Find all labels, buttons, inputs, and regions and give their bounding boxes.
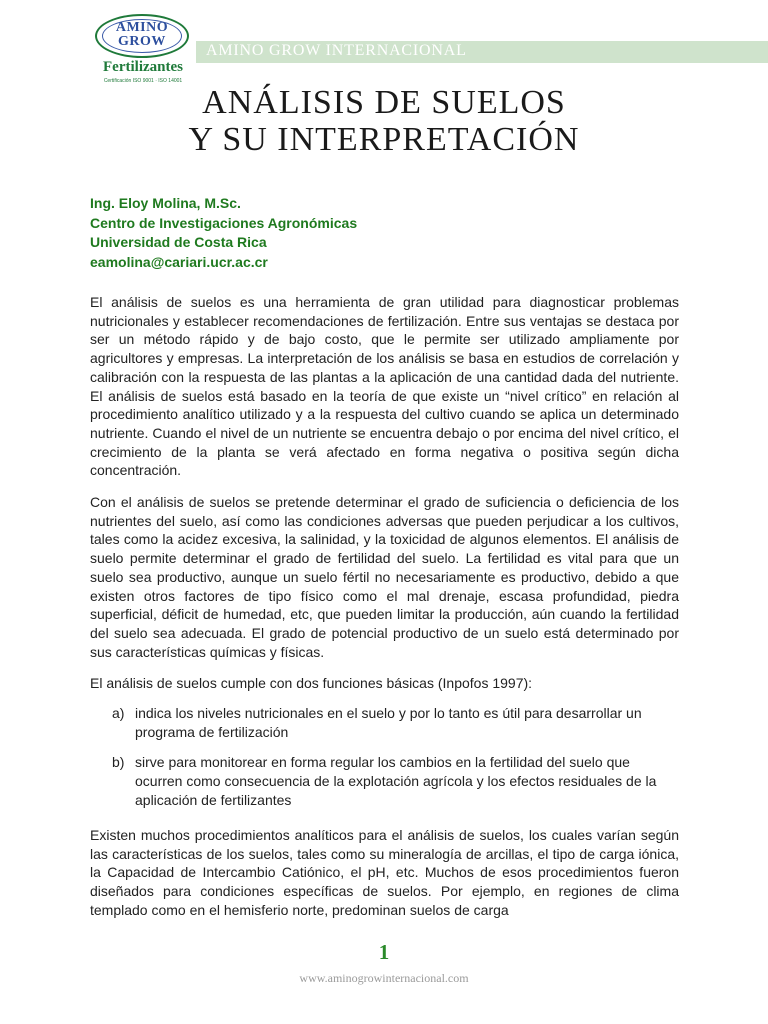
author-email[interactable]: eamolina@cariari.ucr.ac.cr [90, 253, 268, 270]
brand-name: AMINO GROW INTERNACIONAL [206, 42, 467, 59]
list-marker: b) [112, 754, 125, 771]
brand-banner [196, 41, 768, 63]
document-title [0, 84, 768, 158]
title-line-1: ANÁLISIS DE SUELOS [202, 84, 566, 121]
list-item-text: indica los niveles nutricionales en el suelo y por lo tanto es útil para desarrollar un programa de fertilización [135, 705, 642, 740]
author-center: Centro de Investigaciones Agronómicas [90, 214, 358, 231]
list-item [90, 753, 679, 809]
author-name: Ing. Eloy Molina, M.Sc. [90, 195, 241, 211]
logo-certification: Certificación ISO 9001 · ISO 14001 [103, 78, 183, 84]
author-university: Universidad de Costa Rica [90, 234, 267, 250]
paragraph-procedures: Existen muchos procedimientos analíticos para el análisis de suelos, los cuales varían según las características de los suelos, tales como su mineralogía de arcillas, el tipo de carga iónica, la Capacidad de Intercambio Catiónico, el pH, etc. Muchos de esos procedimientos fueron diseñados para condiciones específicas de suelos. Por ejemplo, en regiones de clima templado como en el hemisferio norte, predominan suelos de carga [90, 827, 679, 918]
paragraph-purpose: Con el análisis de suelos se pretende determinar el grado de suficiencia o deficiencia de los nutrientes del suelo, así como las condiciones adversas que pueden perjudicar a los cultivos, tales como la acidez excesiva, la salinidad, y la toxicidad de algunos elementos. El análisis de suelo permite determinar el grado de fertilidad del suelo. La fertilidad es vital para que un suelo sea productivo, aunque un suelo fértil no necesariamente es productivo, debido a que existen otros factores de tipo físico como el mal drenaje, escasa profundidad, piedra superficial, déficit de humedad, etc, que pueden limitar la producción, aún cuando la fertilidad del suelo sea adecuada. El grado de potencial productivo de un suelo está determinado por sus características químicas y físicas. [90, 494, 679, 660]
paragraph-functions: El análisis de suelos cumple con dos funciones básicas (Inpofos 1997): [90, 675, 533, 691]
page-number: 1 [378, 940, 390, 964]
author-block [90, 194, 690, 272]
footer-url[interactable]: www.aminogrowinternacional.com [299, 971, 469, 985]
logo-word-grow: GROW [118, 34, 166, 49]
list-item-text: sirve para monitorear en forma regular los cambios en la fertilidad del suelo que ocurren como consecuencia de la explotación agrícola y los efectos residuales de la aplicación de fertilizantes [135, 754, 657, 808]
title-line-2: Y SU INTERPRETACIÓN [188, 121, 580, 158]
company-logo [95, 14, 191, 94]
list-marker: a) [112, 705, 125, 721]
paragraph-intro: El análisis de suelos es una herramienta de gran utilidad para diagnosticar problemas nutricionales y establecer recomendaciones de fertilización. Entre sus ventajas se destaca por ser un método rápido y de bajo costo, que le permite ser utilizado ampliamente por agricultores y empresas. La interpretación de los análisis se basa en estudios de correlación y calibración con la respuesta de las plantas a la aplicación de una cantidad dada del nutriente. El análisis de suelos está basado en la teoría de que existe un “nivel crítico” en relación al procedimiento analítico utilizado y a la respuesta del cultivo cuando se aplica un determinado nutriente. Cuando el nivel de un nutriente se encuentra debajo o por encima del nivel crítico, el crecimiento de la planta se verá afectado en forma negativa o positiva según dicha concentración. [90, 294, 679, 479]
functions-list [90, 704, 679, 822]
logo-word-amino: AMINO [115, 20, 169, 35]
logo-subtitle: Fertilizantes [103, 59, 183, 75]
list-item [90, 704, 679, 741]
